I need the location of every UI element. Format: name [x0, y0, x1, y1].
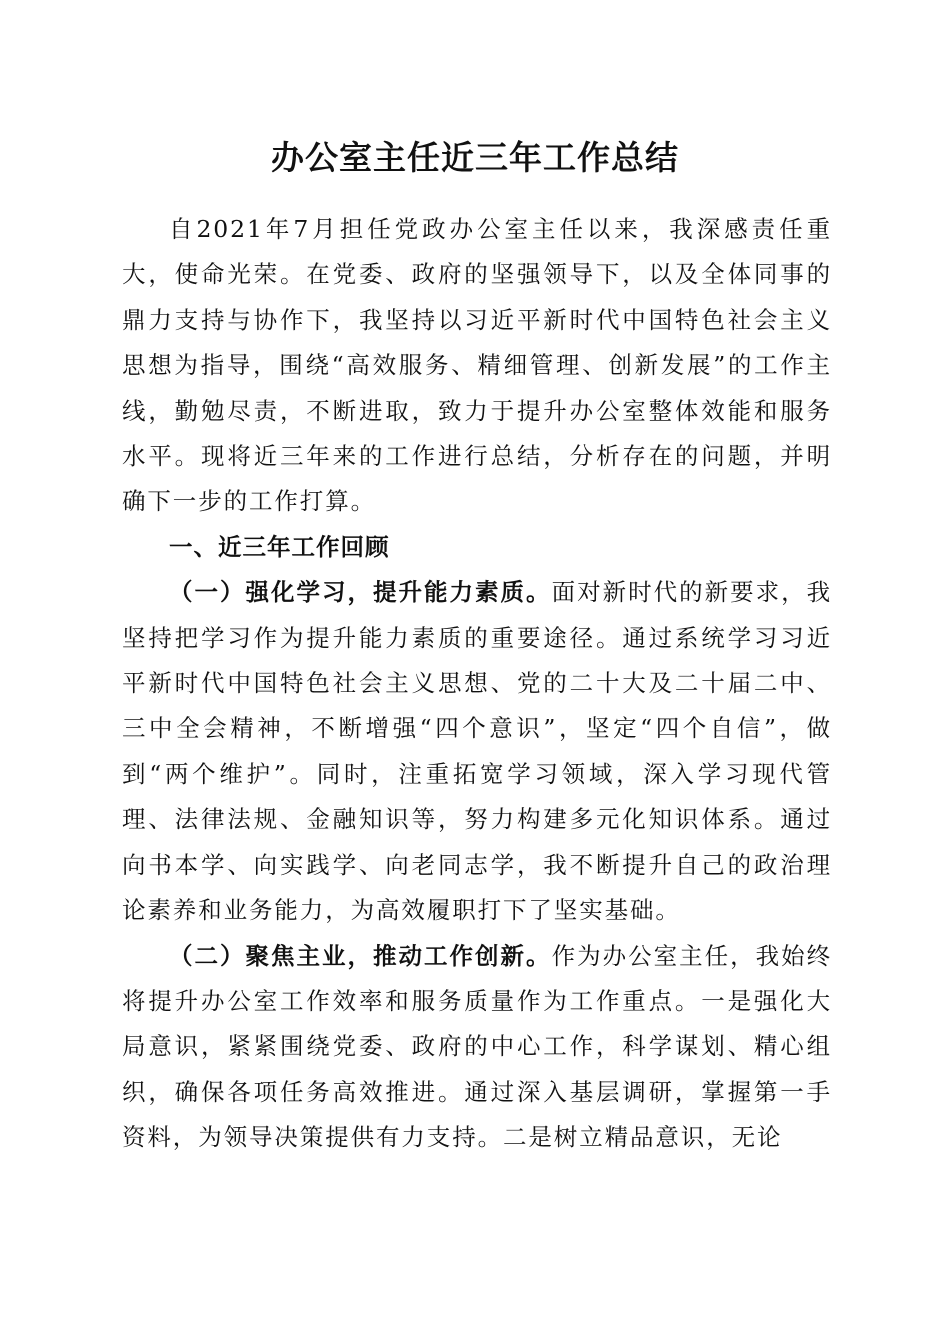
- section-item-lead: （二）聚焦主业，推动工作创新。: [169, 941, 552, 970]
- section-heading: 一、近三年工作回顾: [169, 532, 390, 561]
- section-item-text: 面对新时代的新要求，我坚持把学习作为提升能力素质的重要途径。通过系统学习习近平新时代中国特色社会主义思想、党的二十大及二十届二中、三中全会精神，不断增强“四个意识”，坚定“四个自信”，做到“两个维护”。同时，注重拓宽学习领域，深入学习现代管理、法律法规、金融知识等，努力构建多元化知识体系。通过向书本学、向实践学、向老同志学，我不断提升自己的政治理论素养和业务能力，为高效履职打下了坚实基础。: [122, 578, 832, 925]
- document-title: 办公室主任近三年工作总结: [271, 138, 679, 177]
- section-item-lead: （一）强化学习，提升能力素质。: [169, 578, 552, 607]
- section-item-paragraph: [122, 570, 832, 933]
- section-item-paragraph: [122, 934, 832, 1161]
- intro-paragraph: 自2021年7月担任党政办公室主任以来，我深感责任重大，使命光荣。在党委、政府的坚强领导下，以及全体同事的鼎力支持与协作下，我坚持以习近平新时代中国特色社会主义思想为指导，围绕“高效服务、精细管理、创新发展”的工作主线，勤勉尽责，不断进取，致力于提升办公室整体效能和服务水平。现将近三年来的工作进行总结，分析存在的问题，并明确下一步的工作打算。: [122, 215, 833, 516]
- document-body: [122, 207, 832, 1161]
- section-item-text: 作为办公室主任，我始终将提升办公室工作效率和服务质量作为工作重点。一是强化大局意识，紧紧围绕党委、政府的中心工作，科学谋划、精心组织，确保各项任务高效推进。通过深入基层调研，掌握第一手资料，为领导决策提供有力支持。二是树立精品意识，无论: [122, 941, 832, 1152]
